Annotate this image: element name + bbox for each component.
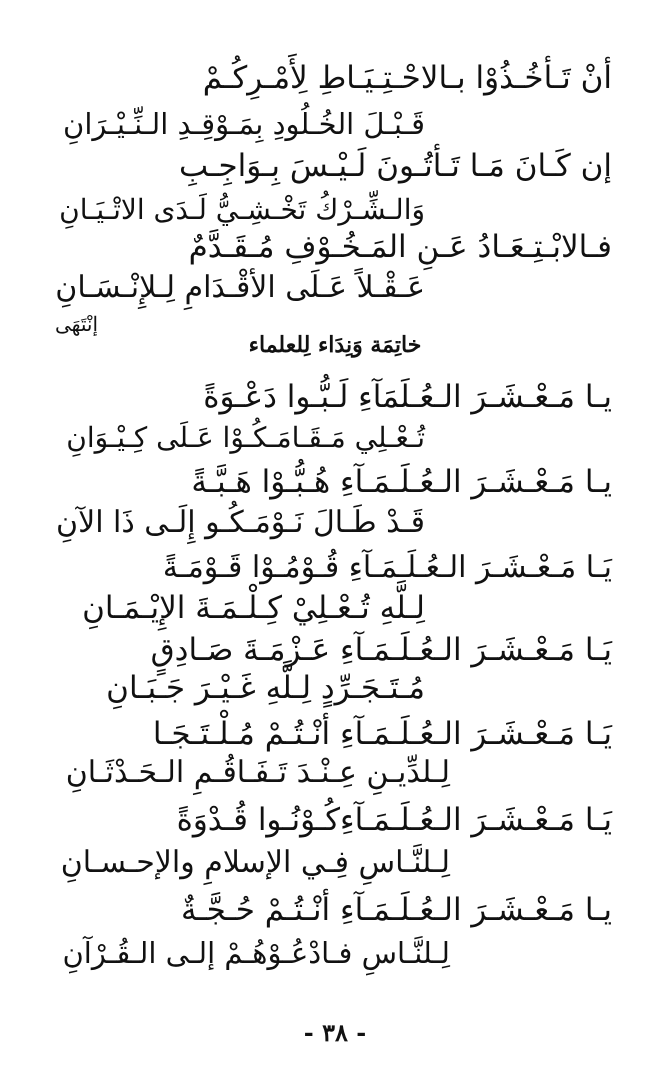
- verse-8-second-hemistich: لِـلدِّيـنِ عِـنْـدَ تَـفَـاقُـمِ الـحَـدْثَـانِ: [65, 755, 450, 790]
- verse-7-second-hemistich: مُـتَـجَـرِّدٍ لِـلَّهِ غَـيْـرَ جَـبَـانِ: [106, 670, 425, 706]
- verse-10-second-hemistich: لِـلنَّـاسِ فـادْعُـوْهُـمْ إلـى الـقُـرْآنِ: [62, 936, 450, 970]
- verse-3-second-hemistich: عَـقْـلاً عَـلَى الأقْـدَامِ لِـلإِنْـسَـانِ: [55, 270, 425, 305]
- verse-10-first-hemistich: يـا مَـعْـشَـرَ الـعُـلَـمَـآءِ أنْـتُـمْ حُـجَّـةٌ: [180, 892, 612, 928]
- verse-4-first-hemistich: يـا مَـعْـشَـرَ الـعُـلَمَآءِ لَـبُّـوا دَعْـوَةً: [203, 379, 612, 415]
- verse-9-second-hemistich: لِـلنَّـاسِ فِـي الإسلامِ والإحـسـانِ: [60, 845, 450, 880]
- verse-2-second-hemistich: وَالـشِّـرْكُ تَخْـشِـيُّ لَـدَى الاتْـيَـانِ: [59, 193, 425, 226]
- verse-1-first-hemistich: أنْ تَـأخُـذُوْا بـالاحْـتِـيَـاطِ لِأَمْـرِكُـمْ: [202, 60, 612, 96]
- verse-8-first-hemistich: يَـا مَـعْـشَـرَ الـعُـلَـمَـآءِ أنْـتُـمْ مُـلْـتَـجَـا: [152, 716, 612, 752]
- verse-1-second-hemistich: قَـبْـلَ الخُـلُودِ بِمَـوْقِـدِ الـنِّـيْـرَانِ: [63, 107, 425, 141]
- verse-2-first-hemistich: إن كَـانَ مَـا تَـأتُـونَ لَـيْـسَ بِـوَاجِـبِ: [179, 148, 612, 184]
- verse-3-first-hemistich: فـالابْـتِـعَـادُ عَـنِ المَـخُـوْفِ مُـقَـدَّمٌ: [188, 229, 612, 265]
- verse-5-first-hemistich: يـا مَـعْـشَـرَ الـعُـلَـمَـآءِ هُـبُّـوْا هَـبَّـةً: [191, 464, 612, 500]
- verse-9-first-hemistich: يَـا مَـعْـشَـرَ الـعُـلَـمَـآءِكُـوْنُـوا قُـدْوَةً: [176, 802, 612, 838]
- page-number: - ٣٨ -: [303, 1018, 367, 1047]
- end-word: إنْتَهَى: [55, 312, 99, 336]
- verse-4-second-hemistich: تُـعْـلِي مَـقَـامَـكُـوْا عَـلَى كِـيْـوَانِ: [66, 421, 425, 454]
- verse-5-second-hemistich: قَـدْ طَـالَ نَـوْمَـكُـو إِلَـى ذَا الآنِ: [56, 505, 425, 540]
- section-title: خاتِمَة وَنِدَاء لِلعلماء: [248, 332, 422, 358]
- verse-7-first-hemistich: يَـا مَـعْـشَـرَ الـعُـلَـمَـآءِ عَـزْمَـةَ صَـادِقٍ: [150, 632, 612, 668]
- verse-6-second-hemistich: لِـلَّهِ تُـعْـلِيْ كِـلْـمَـةَ الإِيْـمَـانِ: [82, 590, 425, 626]
- verse-6-first-hemistich: يَـا مَـعْـشَـرَ الـعُـلَـمَـآءِ قُـوْمُـوْا قَـوْمَـةً: [162, 550, 612, 585]
